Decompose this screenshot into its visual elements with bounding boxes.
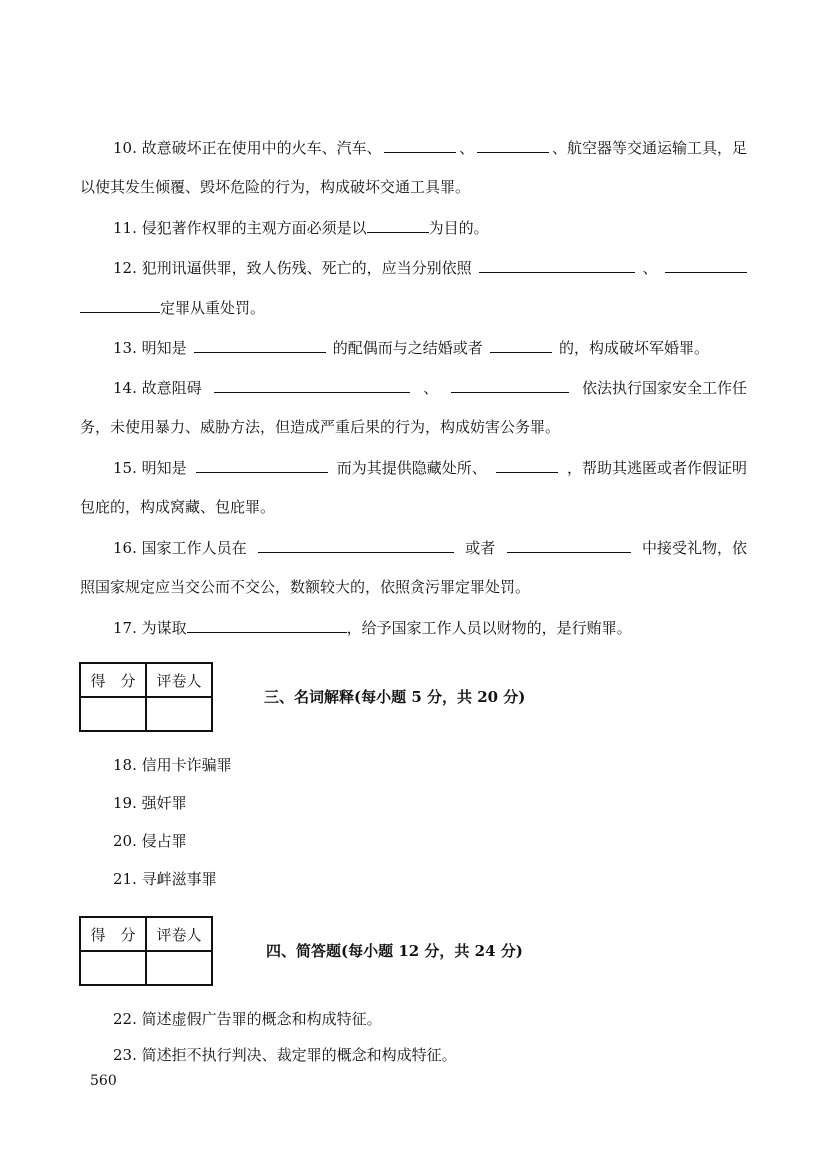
answer-blank[interactable] (496, 457, 558, 473)
grader-header: 评卷人 (146, 663, 212, 697)
term-item: 21. 寻衅滋事罪 (113, 870, 217, 888)
answer-blank[interactable] (367, 217, 429, 233)
answer-blank[interactable] (477, 137, 549, 153)
score-header: 得 分 (80, 917, 146, 951)
question-15-line2: 包庇的，构成窝藏、包庇罪。 (80, 498, 276, 516)
question-12-line2: 定罪从重处罚。 (80, 297, 265, 317)
answer-blank[interactable] (507, 537, 631, 553)
page-number: 560 (90, 1073, 117, 1089)
score-table (79, 662, 213, 732)
question-10-line2: 以使其发生倾覆、毁坏危险的行为，构成破坏交通工具罪。 (80, 178, 471, 196)
question-16-line1: 16. 国家工作人员在 或者 中接受礼物，依 (113, 539, 747, 557)
answer-blank[interactable] (80, 297, 160, 313)
answer-blank[interactable] (490, 337, 552, 353)
answer-blank[interactable] (451, 377, 569, 393)
short-answer-item: 23. 简述拒不执行判决、裁定罪的概念和构成特征。 (113, 1046, 457, 1064)
term-item: 20. 侵占罪 (113, 832, 187, 850)
question-13: 13. 明知是 的配偶而与之结婚或者 的，构成破坏军婚罪。 (113, 339, 709, 357)
question-12-line1: 12. 犯刑讯逼供罪，致人伤残、死亡的，应当分别依照 、 (113, 257, 747, 277)
score-header: 得 分 (80, 663, 146, 697)
answer-blank[interactable] (196, 457, 328, 473)
term-item: 18. 信用卡诈骗罪 (113, 756, 232, 774)
score-cell[interactable] (80, 697, 146, 731)
answer-blank[interactable] (665, 257, 747, 273)
question-14-line1: 14. 故意阻碍 、 依法执行国家安全工作任 (113, 379, 747, 397)
score-table (79, 916, 213, 986)
answer-blank[interactable] (187, 617, 347, 633)
grader-cell[interactable] (146, 697, 212, 731)
short-answer-item: 22. 简述虚假广告罪的概念和构成特征。 (113, 1010, 382, 1028)
score-cell[interactable] (80, 951, 146, 985)
answer-blank[interactable] (258, 537, 454, 553)
grader-header: 评卷人 (146, 917, 212, 951)
section-4-title: 四、简答题(每小题 12 分，共 24 分) (266, 942, 523, 960)
section-3-title: 三、名词解释(每小题 5 分，共 20 分) (264, 688, 526, 706)
question-17: 17. 为谋取 ，给予国家工作人员以财物的，是行贿罪。 (113, 619, 632, 637)
question-11: 11. 侵犯著作权罪的主观方面必须是以 为目的。 (113, 219, 489, 237)
question-15-line1: 15. 明知是 而为其提供隐藏处所、 ，帮助其逃匿或者作假证明 (113, 459, 747, 477)
term-item: 19. 强奸罪 (113, 794, 187, 812)
question-10-line1: 10. 故意破坏正在使用中的火车、汽车、 、 、航空器等交通运输工具，足 (113, 139, 747, 157)
question-14-line2: 务，未使用暴力、威胁方法，但造成严重后果的行为，构成妨害公务罪。 (80, 418, 561, 436)
answer-blank[interactable] (384, 137, 456, 153)
question-16-line2: 照国家规定应当交公而不交公，数额较大的，依照贪污罪定罪处罚。 (80, 578, 531, 596)
grader-cell[interactable] (146, 951, 212, 985)
answer-blank[interactable] (479, 257, 635, 273)
answer-blank[interactable] (194, 337, 326, 353)
answer-blank[interactable] (214, 377, 410, 393)
